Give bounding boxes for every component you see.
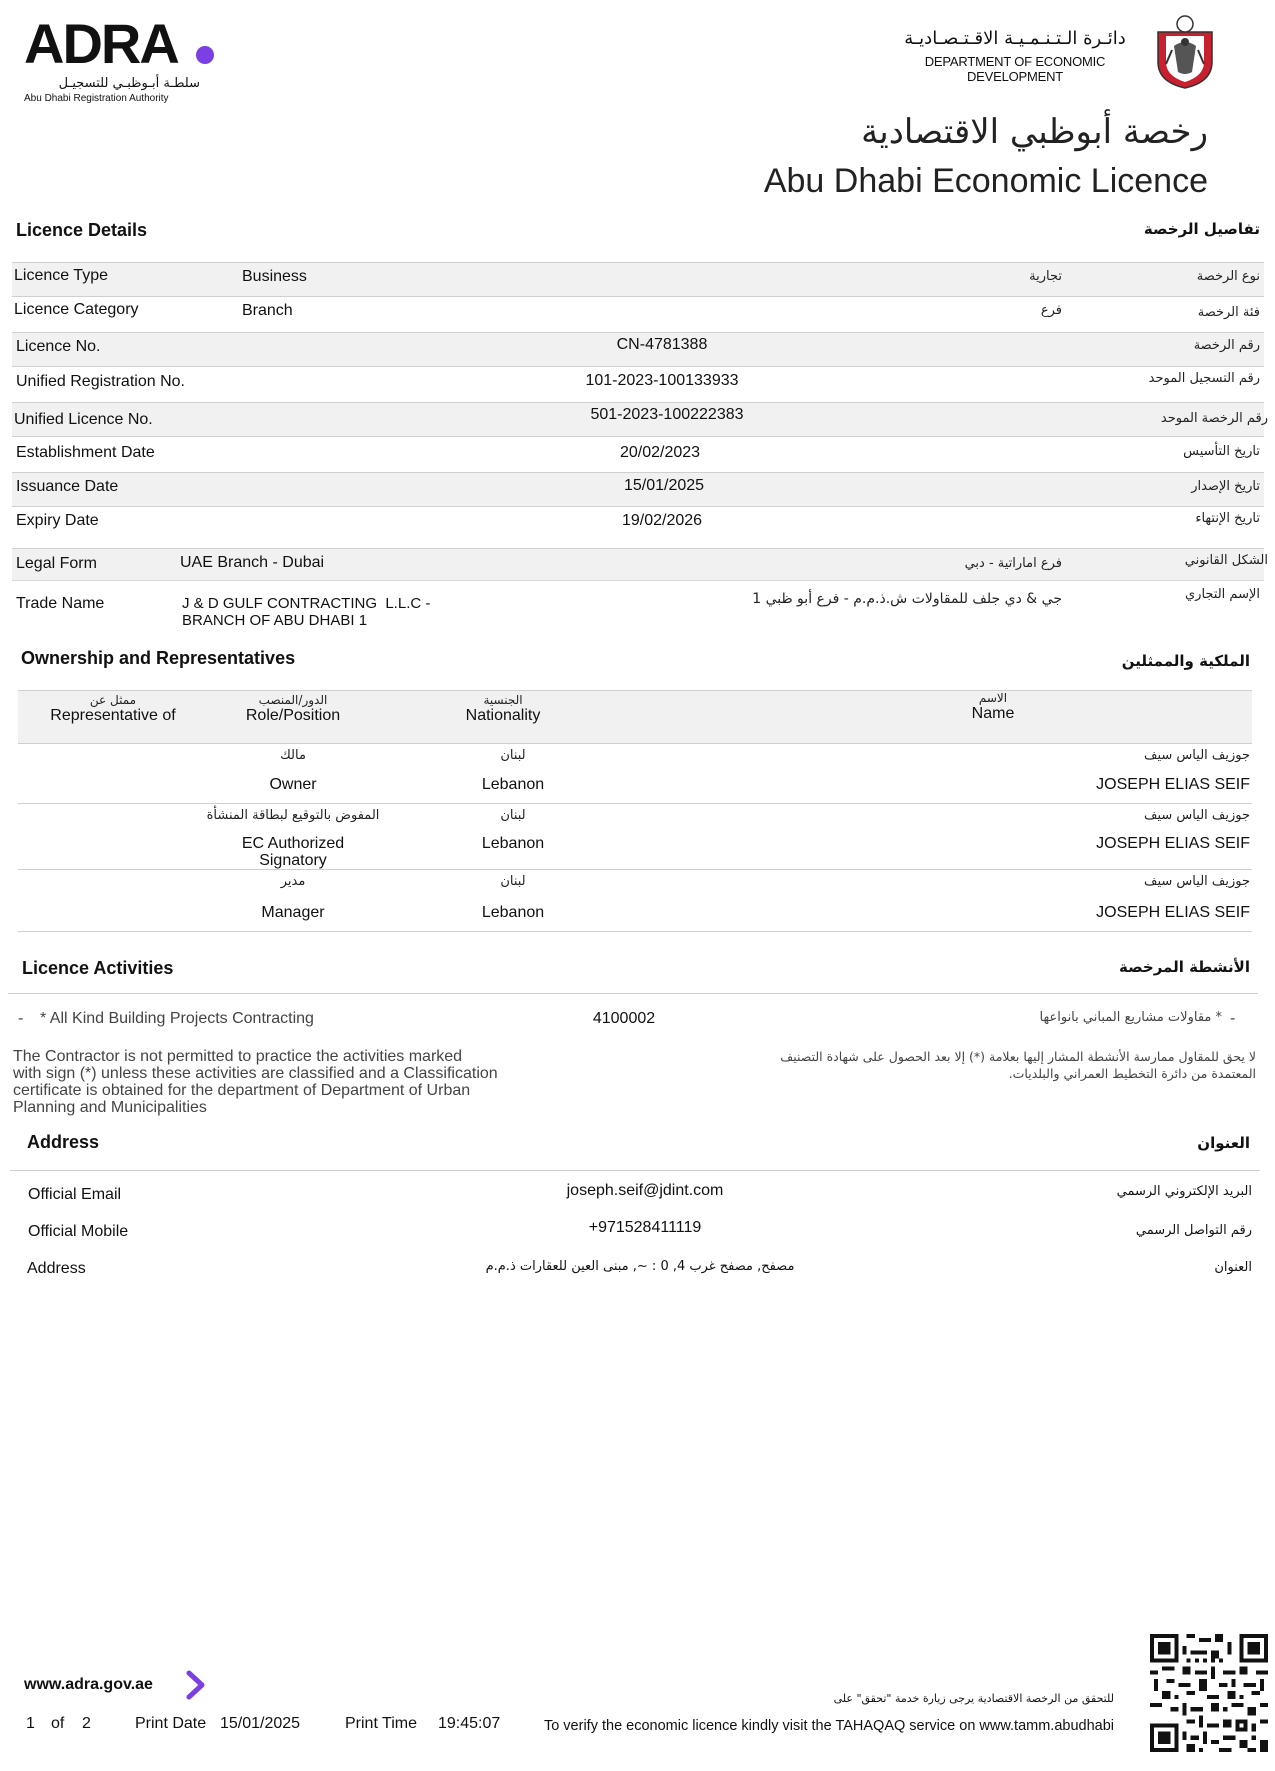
unified-licence-label: Unified Licence No.: [14, 411, 153, 428]
legal-form-value: UAE Branch - Dubai: [180, 554, 325, 571]
official-mobile-value: +971528411119: [588, 1219, 702, 1236]
ownership-row: [18, 870, 1252, 932]
adra-logo: [24, 12, 224, 106]
page-total: 2: [82, 1715, 91, 1732]
print-time-label: Print Time: [345, 1715, 418, 1732]
page-of: of: [51, 1715, 65, 1732]
unified-registration-label-ar: رقم التسجيل الموحد: [1148, 371, 1260, 386]
official-email-value: joseph.seif@jdint.com: [566, 1182, 724, 1199]
unified-licence-value: 501-2023-100222383: [590, 406, 744, 423]
legal-form-label-ar: الشكل القانوني: [1184, 553, 1268, 568]
licence-type-label: Licence Type: [14, 267, 108, 284]
expiry-date-label-ar: تاريخ الإنتهاء: [1195, 511, 1260, 526]
page-current: 1: [26, 1715, 35, 1732]
activity-ar: * مقاولات مشاريع المباني بانواعها: [1039, 1010, 1222, 1025]
print-time: 19:45:07: [438, 1715, 501, 1732]
manager-role-en: Manager: [261, 904, 325, 921]
manager-nat-en: Lebanon: [481, 904, 545, 921]
activity-note-en-line: Planning and Municipalities: [13, 1099, 207, 1116]
activities-title: Licence Activities: [22, 958, 174, 978]
manager-name-ar: جوزيف الياس سيف: [1144, 874, 1250, 889]
legal-form-value-ar: فرع اماراتية - دبي: [964, 556, 1062, 571]
signatory-role-en: EC Authorized: [241, 835, 345, 852]
trade-name-row: [12, 580, 1264, 630]
adra-logo-text: ADRA: [24, 12, 178, 75]
name-header-en: Name: [971, 705, 1015, 722]
ownership-header: [18, 690, 1252, 744]
ownership-row: [18, 744, 1252, 804]
unified-registration-label: Unified Registration No.: [16, 373, 185, 390]
official-mobile-label-ar: رقم التواصل الرسمي: [1135, 1223, 1252, 1238]
signatory-role-en-line2: Signatory: [259, 852, 327, 869]
owner-name-en: JOSEPH ELIAS SEIF: [1096, 776, 1250, 793]
nat-header-en: Nationality: [465, 707, 541, 724]
adra-english-name: Abu Dhabi Registration Authority: [24, 93, 169, 104]
address-divider: [10, 1170, 1260, 1171]
issuance-date-row: [12, 472, 1264, 506]
signatory-nat-en: Lebanon: [481, 835, 545, 852]
signatory-role-ar: المفوض بالتوقيع لبطاقة المنشأة: [206, 808, 380, 823]
trade-name-value-line1: J & D GULF CONTRACTING L.L.C -: [182, 595, 431, 612]
licence-no-value: CN-4781388: [616, 336, 708, 353]
ded-english-name: DEPARTMENT OF ECONOMIC DEVELOPMENT: [924, 54, 1106, 84]
adra-arabic-name: سلطـة أبـوظبـي للتسجيـل: [58, 76, 200, 91]
rep-header-ar: ممثل عن: [89, 693, 137, 707]
ownership-title: Ownership and Representatives: [21, 648, 296, 668]
activities-divider: [8, 993, 1258, 994]
establishment-date-label: Establishment Date: [16, 444, 155, 461]
rep-header-en: Representative of: [50, 707, 176, 724]
expiry-date-value: 19/02/2026: [621, 512, 703, 529]
role-header-en: Role/Position: [245, 707, 341, 724]
licence-details-title: Licence Details: [16, 220, 148, 240]
signatory-nat-ar: لبنان: [500, 808, 526, 823]
title-english: Abu Dhabi Economic Licence: [763, 162, 1208, 200]
owner-nat-ar: لبنان: [500, 748, 526, 763]
owner-role-en: Owner: [269, 776, 317, 793]
licence-type-label-ar: نوع الرخصة: [1196, 269, 1260, 284]
role-header-ar: الدور/المنصب: [258, 693, 328, 707]
ownership-row: [18, 804, 1252, 870]
issuance-date-value: 15/01/2025: [623, 477, 705, 494]
licence-category-value: Branch: [242, 302, 293, 319]
unified-licence-label-ar: رقم الرخصة الموحد: [1160, 411, 1268, 426]
ded-arabic-name: دائـرة الـتـنـمـيـة الاقـتـصـاديـة: [904, 28, 1126, 49]
legal-form-label: Legal Form: [16, 555, 97, 572]
expiry-date-label: Expiry Date: [16, 512, 99, 529]
name-header-ar: الاسم: [978, 691, 1008, 705]
ownership-title-ar: الملكية والممثلين: [1121, 652, 1250, 670]
activity-note-ar-line: المعتمدة من دائرة التخطيط العمراني والبلديات.: [1008, 1066, 1256, 1081]
trade-name-value-line2: BRANCH OF ABU DHABI 1: [182, 612, 368, 629]
activity-dash: -: [18, 1010, 24, 1027]
activity-note-en-line: certificate is obtained for the department of Department of Urban: [13, 1082, 471, 1099]
licence-no-label: Licence No.: [16, 338, 101, 355]
signatory-name-en: JOSEPH ELIAS SEIF: [1096, 835, 1250, 852]
verify-text-en: To verify the economic licence kindly visit the TAHAQAQ service on www.tamm.abudhabi: [543, 1718, 1114, 1734]
activity-dash-ar: -: [1230, 1010, 1236, 1027]
qr-code: [1150, 1634, 1268, 1752]
activity-code: 4100002: [592, 1010, 656, 1027]
official-email-label-ar: البريد الإلكتروني الرسمي: [1116, 1184, 1252, 1199]
print-date-label: Print Date: [135, 1715, 207, 1732]
licence-type-value: Business: [242, 268, 307, 285]
signatory-name-ar: جوزيف الياس سيف: [1144, 808, 1250, 823]
licence-category-label: Licence Category: [14, 301, 139, 318]
establishment-date-row: [12, 436, 1264, 472]
manager-role-ar: مدير: [280, 874, 306, 889]
unified-licence-row: [12, 402, 1268, 436]
owner-name-ar: جوزيف الياس سيف: [1144, 748, 1250, 763]
activity-note-ar-line: لا يحق للمقاول ممارسة الأنشطة المشار إليها بعلامة (*) إلا بعد الحصول على شهادة التصنيف: [780, 1049, 1256, 1064]
unified-registration-row: [12, 366, 1264, 402]
activities-title-ar: الأنشطة المرخصة: [1119, 958, 1250, 976]
licence-type-value-ar: تجارية: [1029, 269, 1062, 284]
licence-details-title-ar: تفاصيل الرخصة: [1143, 220, 1260, 238]
manager-nat-ar: لبنان: [500, 874, 526, 889]
manager-name-en: JOSEPH ELIAS SEIF: [1096, 904, 1250, 921]
unified-registration-value: 101-2023-100133933: [585, 372, 739, 389]
website-link[interactable]: www.adra.gov.ae: [24, 1676, 153, 1693]
activity-note-en-line: with sign (*) unless these activities are classified and a Classification: [13, 1065, 498, 1082]
expiry-date-row: [12, 506, 1264, 548]
adra-logo-dot: [196, 46, 214, 64]
owner-role-ar: مالك: [280, 748, 306, 763]
print-date: 15/01/2025: [220, 1715, 301, 1732]
establishment-date-value: 20/02/2023: [619, 444, 701, 461]
issuance-date-label-ar: تاريخ الإصدار: [1191, 479, 1260, 494]
address-value: مصفح, مصفح غرب 4, 0 : ~, مبنى العين للعقارات ذ.م.م: [485, 1259, 795, 1274]
issuance-date-label: Issuance Date: [16, 478, 119, 495]
official-mobile-label: Official Mobile: [28, 1223, 129, 1240]
licence-category-label-ar: فئة الرخصة: [1197, 305, 1260, 320]
licence-no-row: [12, 332, 1264, 366]
trade-name-value-ar: جي & دي جلف للمقاولات ش.ذ.م.م - فرع أبو ظبي 1: [752, 591, 1062, 607]
nat-header-ar: الجنسية: [483, 693, 523, 707]
activity-note-ar: [700, 1048, 1256, 1082]
chevron-right-icon: [184, 1670, 208, 1700]
legal-form-row: [12, 548, 1268, 580]
verify-text-ar: للتحقق من الرخصة الاقتصادية يرجى زيارة خدمة "تحقق" على: [833, 1692, 1114, 1705]
licence-category-value-ar: فرع: [1040, 303, 1062, 318]
address-label-ar: العنوان: [1214, 1260, 1252, 1275]
activity-en: * All Kind Building Projects Contracting: [40, 1010, 314, 1027]
address-label: Address: [27, 1260, 86, 1277]
trade-name-label: Trade Name: [16, 595, 105, 612]
trade-name-label-ar: الإسم التجاري: [1184, 587, 1260, 602]
abu-dhabi-emblem-icon: [1152, 12, 1218, 90]
title-arabic: رخصة أبوظبي الاقتصادية: [861, 112, 1208, 152]
licence-category-row: [12, 296, 1264, 332]
owner-nat-en: Lebanon: [481, 776, 545, 793]
official-email-label: Official Email: [28, 1186, 122, 1203]
activity-note-en: [13, 1048, 553, 1116]
establishment-date-label-ar: تاريخ التأسيس: [1183, 444, 1260, 459]
address-title: Address: [27, 1132, 100, 1152]
licence-no-label-ar: رقم الرخصة: [1193, 338, 1260, 353]
address-title-ar: العنوان: [1197, 1134, 1250, 1152]
activity-note-en-line: The Contractor is not permitted to practice the activities marked: [13, 1048, 463, 1065]
licence-type-row: [12, 262, 1264, 296]
